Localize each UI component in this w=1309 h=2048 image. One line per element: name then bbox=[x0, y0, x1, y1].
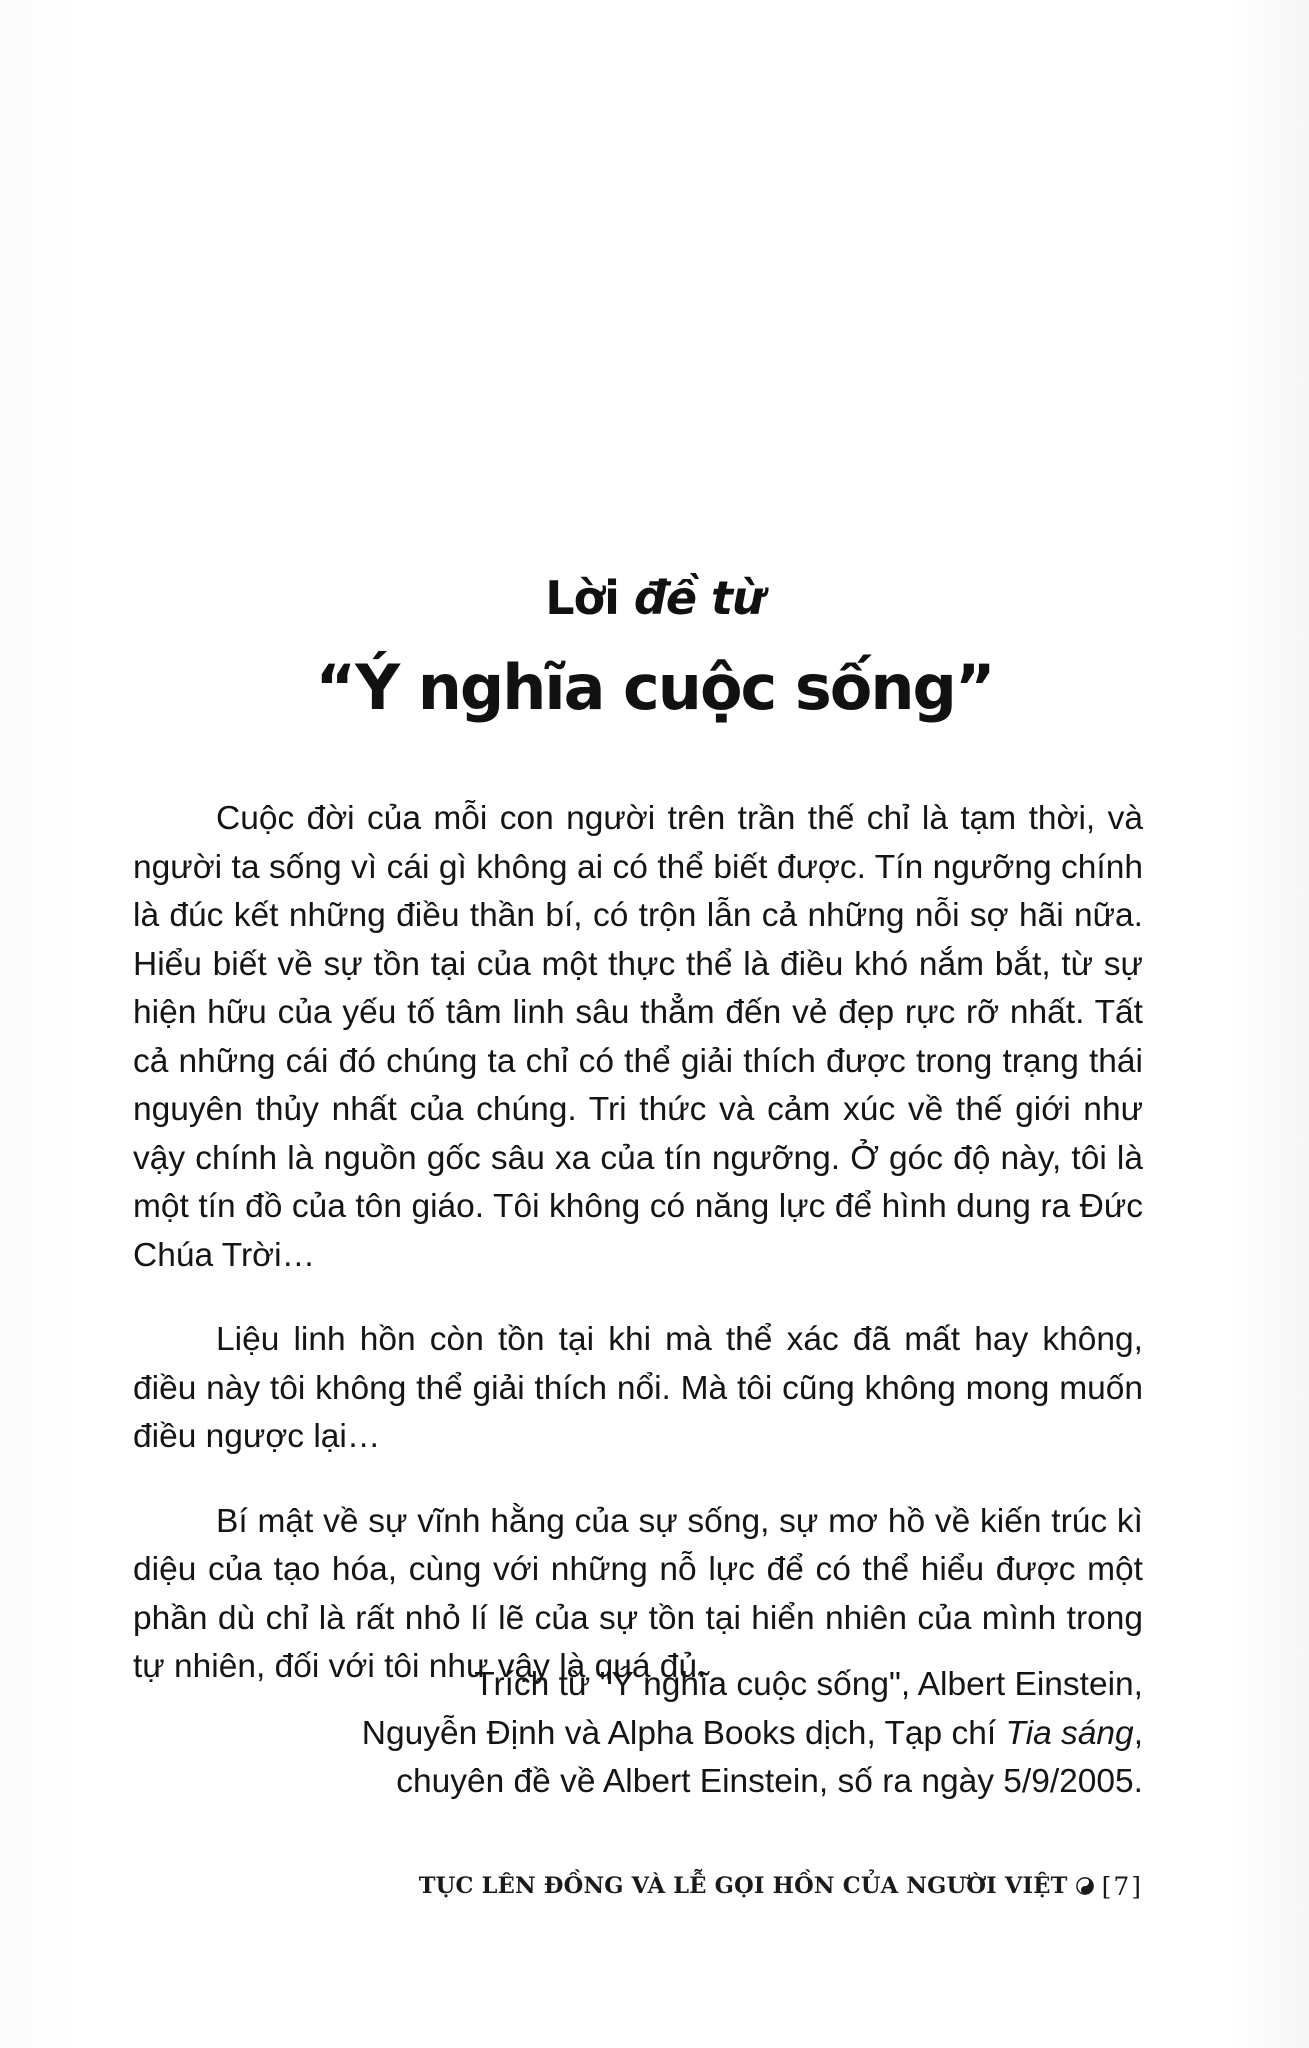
attribution-line: chuyên đề về Albert Einstein, số ra ngày 5/9/2005. bbox=[396, 1763, 1143, 1800]
heading-line-1 bbox=[0, 568, 1309, 628]
attribution-line bbox=[243, 1710, 1143, 1759]
magazine-name: Tia sáng bbox=[1005, 1714, 1134, 1752]
heading-title: “Ý nghĩa cuộc sống” bbox=[315, 651, 994, 724]
attribution bbox=[243, 1661, 1143, 1807]
page-footer bbox=[419, 1866, 1143, 1906]
paragraph: Cuộc đời của mỗi con người trên trần thế chỉ là tạm thời, và người ta sống vì cái gì không ai có thể biết được. Tín ngưỡng chính là đúc kết những điều thần bí, có trộn lẫn cả những nỗi sợ hãi nữa. Hiểu biết về sự tồn tại của một thực thể là điều khó nắm bắt, từ sự hiện hữu của yếu tố tâm linh sâu thẳm đến vẻ đẹp rực rỡ nhất. Tất cả những cái đó chúng ta chỉ có thể giải thích được trong trạng thái nguyên thủy nhất của chúng. Tri thức và cảm xúc về thế giới như vậy chính là nguồn gốc sâu xa của tín ngưỡng. Ở góc độ này, tôi là một tín đồ của tôn giáo. Tôi không có năng lực để hình dung ra Đức Chúa Trời… bbox=[133, 800, 1143, 1274]
page-number: [7] bbox=[1101, 1871, 1143, 1901]
attribution-text: Nguyễn Định và Alpha Books dịch, Tạp chí bbox=[361, 1714, 1006, 1752]
heading-emphasis: đề từ bbox=[633, 571, 764, 625]
paragraph: Bí mật về sự vĩnh hằng của sự sống, sự mơ hồ về kiến trúc kì diệu của tạo hóa, cùng với những nỗ lực để có thể hiểu được một phần dù chỉ là rất nhỏ lí lẽ của sự tồn tại hiển nhiên của mình trong tự nhiên, đối với tôi như vậy là quá đủ. bbox=[133, 1502, 1143, 1685]
running-title: TỤC LÊN ĐỒNG VÀ LỄ GỌI HỒN CỦA NGƯỜI VIỆT bbox=[418, 1873, 1068, 1899]
attribution-text: , bbox=[1133, 1714, 1143, 1752]
paragraph: Liệu linh hồn còn tồn tại khi mà thể xác đã mất hay không, điều này tôi không thể giải thích nổi. Mà tôi cũng không mong muốn điều ngược lại… bbox=[133, 1321, 1143, 1455]
heading-prefix: Lời bbox=[545, 571, 634, 625]
yin-yang-icon bbox=[1076, 1877, 1094, 1895]
epigraph-body bbox=[133, 795, 1143, 1728]
attribution-line: Trích từ "Ý nghĩa cuộc sống", Albert Einstein, bbox=[474, 1666, 1143, 1703]
